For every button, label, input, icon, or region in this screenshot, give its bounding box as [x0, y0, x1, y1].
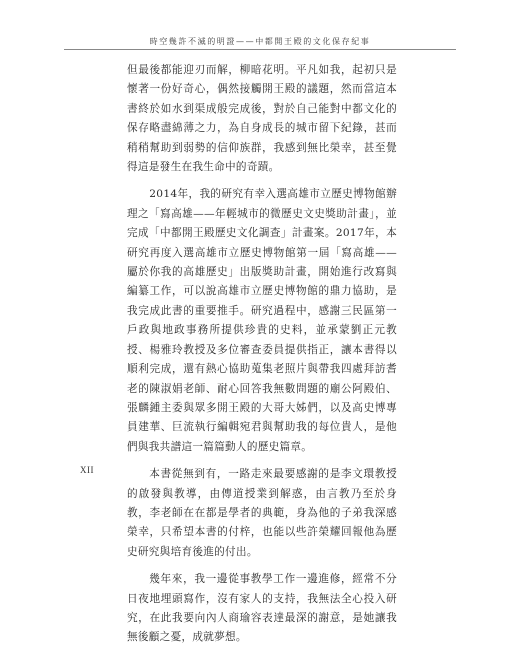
header-rule [64, 49, 456, 50]
paragraph-acknowledgments-advisor: 本書從無到有，一路走來最要感謝的是李文環教授的啟發與教導，由傳道授業到解惑，由言教乃至於身教，李老師在在都是學者的典範，身為他的子弟我深感榮幸，只希望本書的付梓，也能以些許榮耀回報他為歷史研究與培育後進的付出。 [127, 468, 397, 558]
body-text [127, 61, 397, 656]
running-head: 時空幾許不滅的明證——中都開王殿的文化保存紀事 [149, 37, 371, 46]
paragraph-acknowledgments-institutions: 2014年，我的研究有幸入選高雄市立歷史博物館辦理之「寫高雄——年輕城市的微歷史文史獎助計畫」，並完成「中都開王殿歷史文化調查」計畫案。2017年，本研究再度入選高雄市立歷史博物館第一屆「寫高雄——屬於你我的高雄歷史」出版獎助計畫，開始進行改寫與編纂工作，可以說高雄市立歷史博物館的鼎力協助，是我完成此書的重要推手。研究過程中，感謝三民區第一戶政與地政事務所提供珍貴的史料，並承蒙劉正元教授、楊雅玲教授及多位審查委員提供指正，讓本書得以順利完成，還有熱心協助蒐集老照片與帶我四處拜訪耆老的陳淑娟老師、耐心回答我無數問題的廟公阿殿伯、張麟鍾主委與眾多開王殿的大哥大姊們，以及高史博專員建華、巨流執行編輯宛君與幫助我的每位貴人，是他們與我共譜這一篇篇動人的歷史篇章。 [127, 188, 397, 453]
paragraph-continued: 但最後都能迎刃而解，柳暗花明。平凡如我，起初只是懷著一份好奇心，偶然接觸開王殿的議題，然而當這本書終於如水到渠成般完成後，對於自己能對中都文化的保存略盡綿薄之力，為自身成長的城市留下紀錄，甚而稍稍幫助到弱勢的信仰族群，我感到無比榮幸，甚至覺得這是發生在我生命中的奇蹟。 [127, 64, 397, 174]
page-number: XII [80, 465, 94, 475]
paragraph-acknowledgments-family: 幾年來，我一邊從事教學工作一邊進修，經常不分日夜地埋頭寫作，沒有家人的支持，我無法全心投入研究，在此我要向內人商瑜容表達最深的謝意，是她讓我無後顧之憂，成就夢想。 [127, 573, 397, 644]
